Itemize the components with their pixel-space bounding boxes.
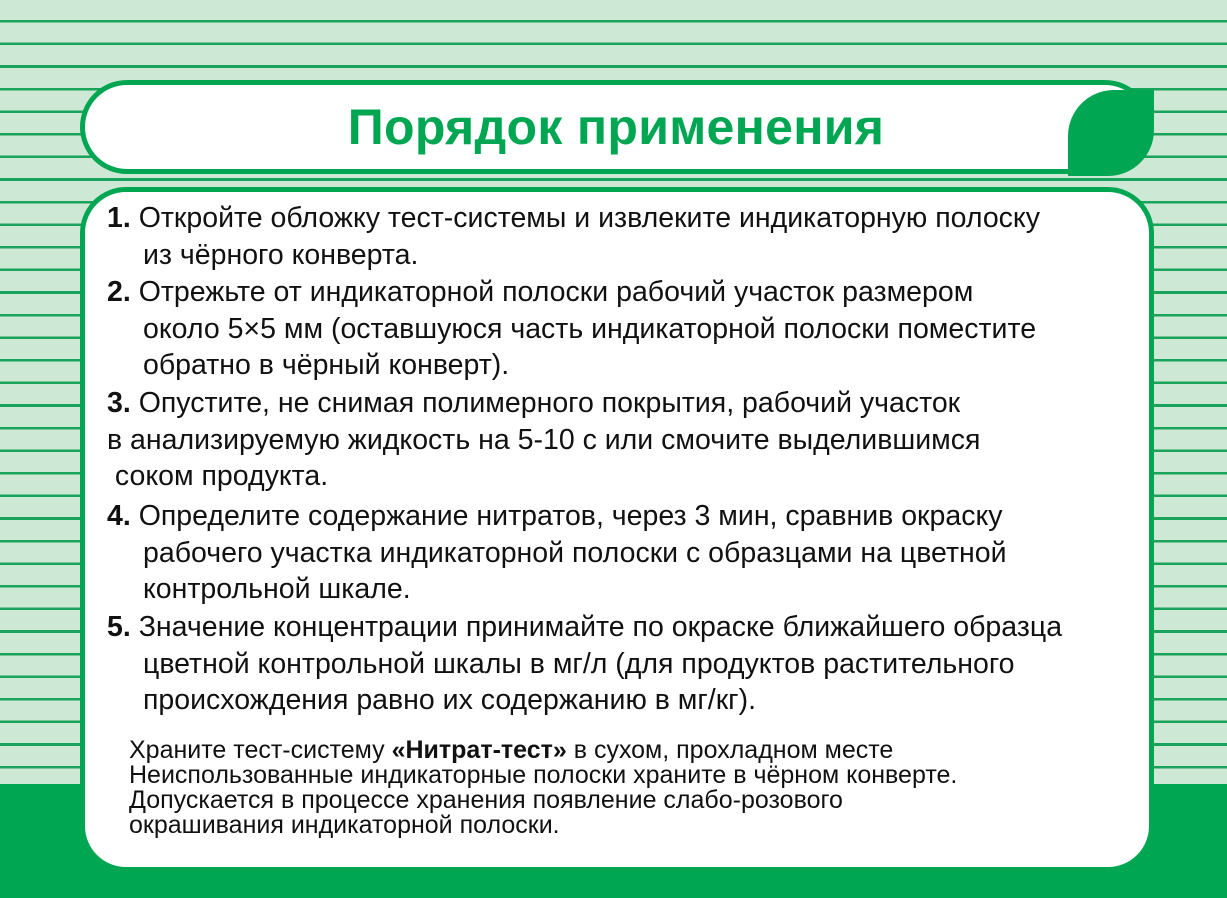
step-1 (107, 200, 1040, 273)
step-text-line: обратно в чёрный конверт). (143, 349, 510, 381)
step-text-line: около 5×5 мм (оставшуюся часть индикаторной полоски поместите (143, 312, 1037, 345)
product-name: «Нитрат-тест» (391, 736, 567, 764)
step-text-line: Отрежьте от индикаторной полоски рабочий участок размером (138, 276, 974, 308)
step-text-line: цветной контрольной шкалы в мг/л (для продуктов растительного (143, 647, 1015, 680)
step-number: 3. (107, 387, 131, 419)
step-2 (107, 274, 1036, 384)
step-number: 1. (107, 202, 131, 234)
step-5 (107, 609, 1062, 719)
step-number: 4. (107, 500, 131, 532)
step-3 (107, 385, 980, 495)
step-text-line: Опустите, не снимая полимерного покрытия, рабочий участок (138, 387, 961, 419)
step-text-line: Определите содержание нитратов, через 3 мин, сравнив окраску (138, 500, 1003, 532)
step-text-line: происхождения равно их содержанию в мг/кг). (143, 684, 756, 716)
storage-note-line: окрашивания индикаторной полоски. (129, 811, 560, 839)
step-text-line: соком продукта. (107, 460, 329, 492)
storage-note-prefix: Храните тест-систему (129, 736, 392, 764)
storage-note (129, 738, 957, 838)
step-text-line: контрольной шкале. (143, 573, 411, 605)
step-text-line: Откройте обложку тест-системы и извлеките индикаторную полоску (138, 202, 1040, 234)
step-number: 2. (107, 276, 131, 308)
storage-note-line: Неиспользованные индикаторные полоски храните в чёрном конверте. (129, 761, 958, 789)
step-text-line: из чёрного конверта. (143, 238, 419, 271)
storage-note-suffix: в сухом, прохладном месте (566, 736, 894, 764)
step-number: 5. (107, 611, 131, 643)
page-title: Порядок применения (347, 99, 885, 155)
step-text-line: рабочего участка индикаторной полоски с образцами на цветной (143, 536, 1007, 569)
step-4 (107, 498, 1007, 608)
storage-note-line: Допускается в процессе хранения появление слабо-розового (129, 786, 843, 814)
step-text-line: в анализируемую жидкость на 5-10 с или смочите выделившимся (107, 423, 981, 456)
step-text-line: Значение концентрации принимайте по окраске ближайшего образца (138, 611, 1063, 643)
